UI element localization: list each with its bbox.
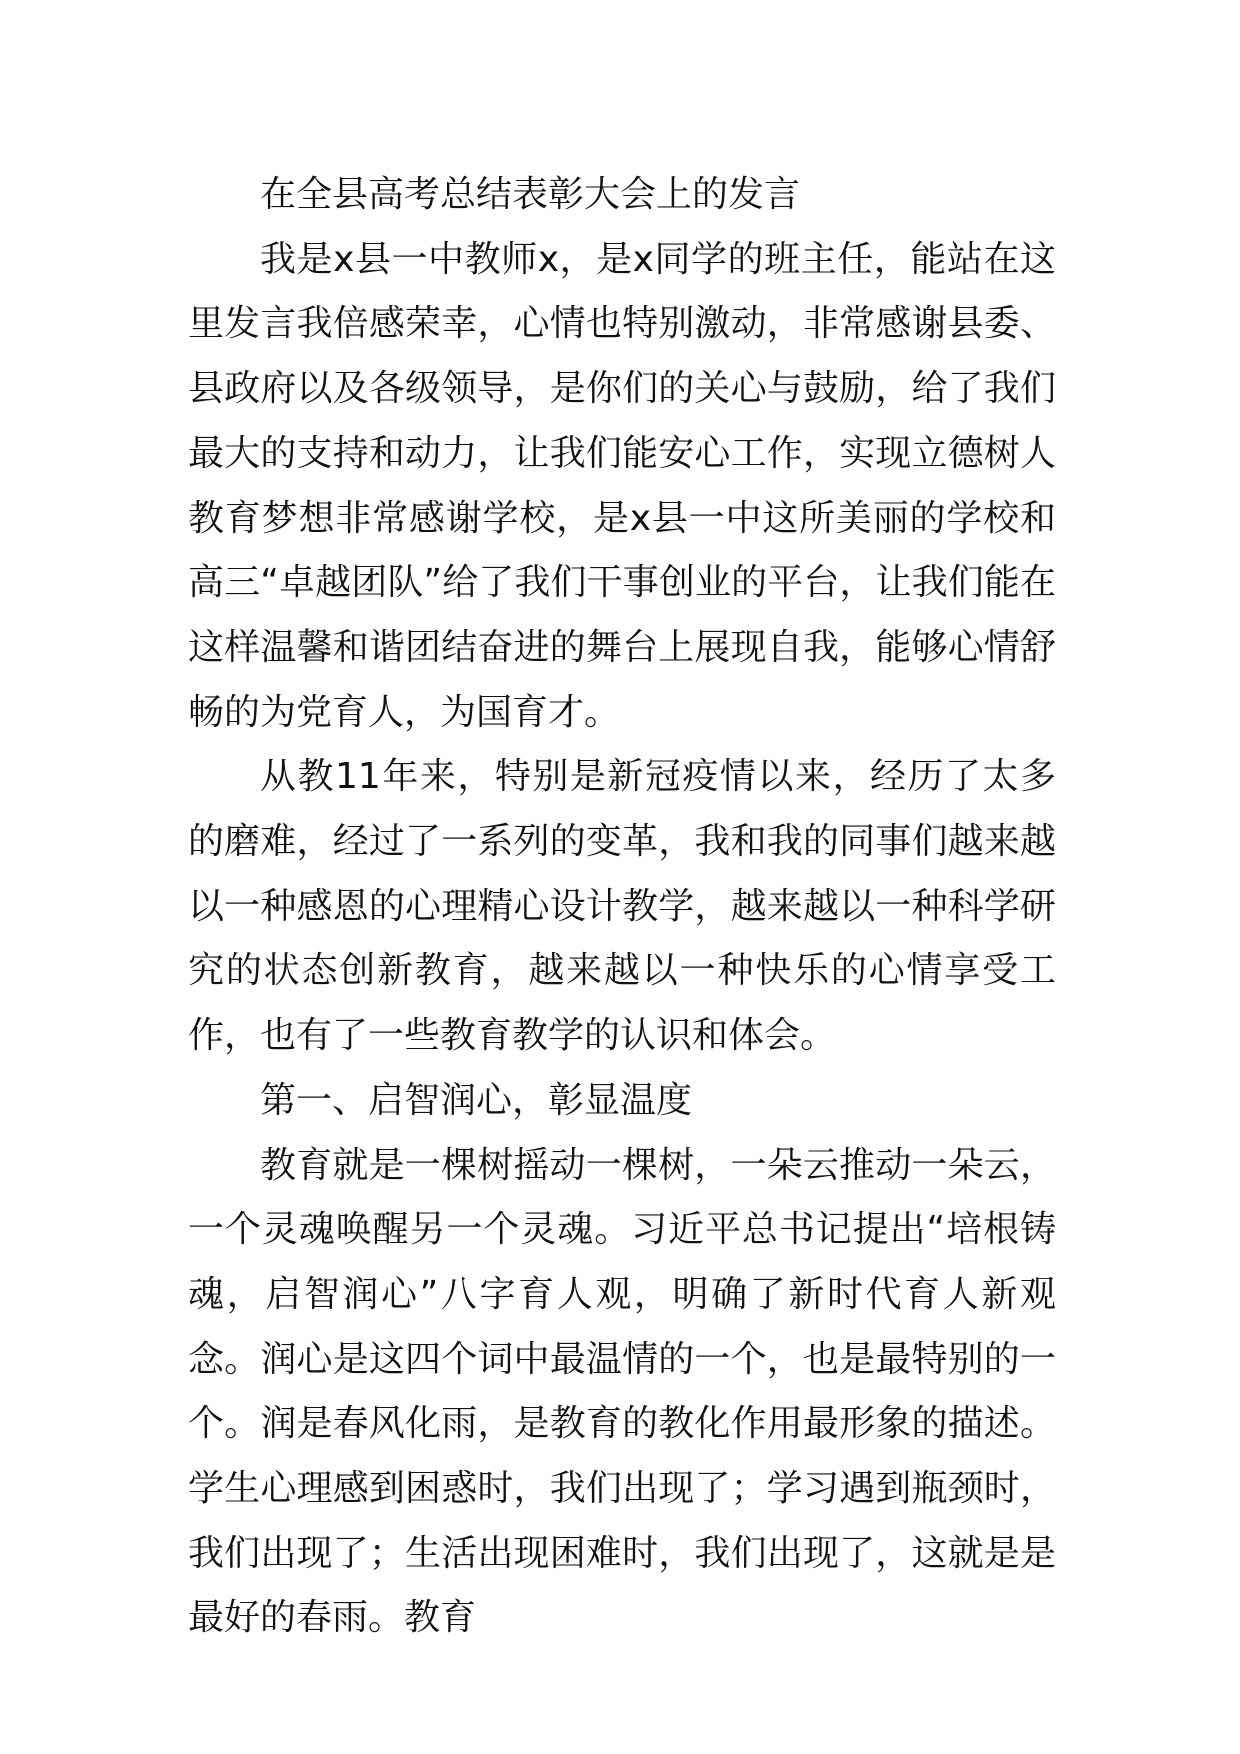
paragraph-intro: 我是x县一中教师x，是x同学的班主任，能站在这里发言我倍感荣幸，心情也特别激动，非常感谢县委、县政府以及各级领导，是你们的关心与鼓励，给了我们最大的支持和动力，让我们能安心工作，实现立德树人教育梦想非常感谢学校，是x县一中这所美丽的学校和高三“卓越团队”给了我们干事创业的平台，让我们能在这样温馨和谐团结奋进的舞台上展现自我，能够心情舒畅的为党育人，为国育才。 bbox=[188, 238, 1056, 733]
section-heading-first: 第一、启智润心，彰显温度 bbox=[260, 1079, 693, 1121]
document-body bbox=[188, 163, 1056, 1651]
paragraph-experience: 从教11年来，特别是新冠疫情以来，经历了太多的磨难，经过了一系列的变革，我和我的同事们越来越以一种感恩的心理精心设计教学，越来越以一种科学研究的状态创新教育，越来越以一种快乐的心情享受工作，也有了一些教育教学的认识和体会。 bbox=[188, 756, 1056, 1057]
document-title: 在全县高考总结表彰大会上的发言 bbox=[260, 174, 801, 215]
paragraph-education: 教育就是一棵树摇动一棵树，一朵云推动一朵云，一个灵魂唤醒另一个灵魂。习近平总书记提出“培根铸魂，启智润心”八字育人观，明确了新时代育人新观念。润心是这四个词中最温情的一个，也是最特别的一个。润是春风化雨，是教育的教化作用最形象的描述。学生心理感到困惑时，我们出现了；学习遇到瓶颈时，我们出现了；生活出现困难时，我们出现了，这就是是最好的春雨。教育 bbox=[188, 1144, 1056, 1639]
